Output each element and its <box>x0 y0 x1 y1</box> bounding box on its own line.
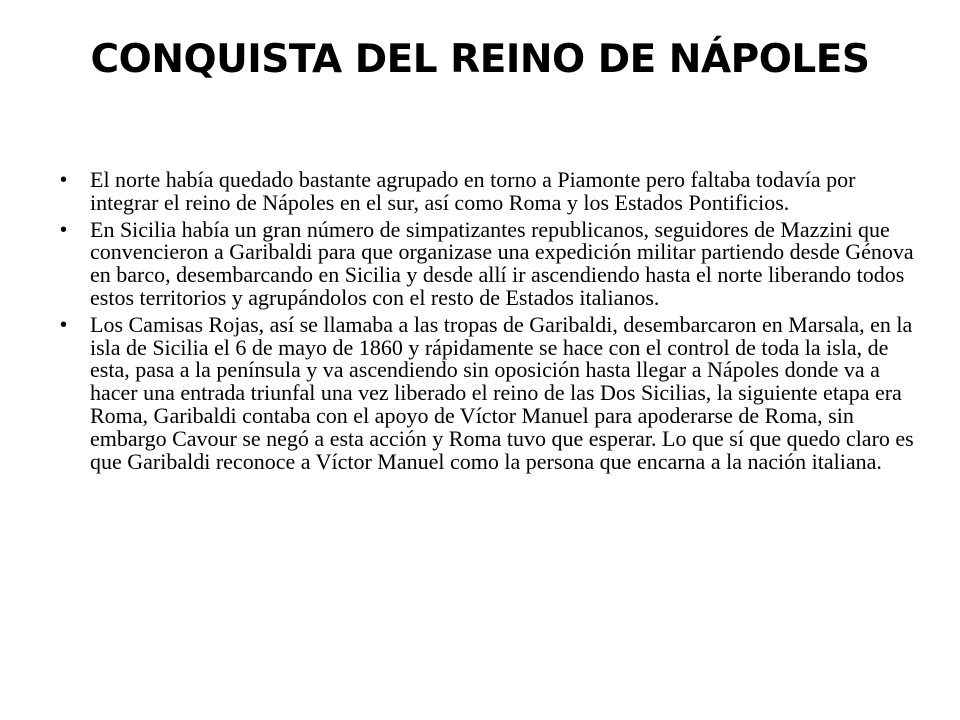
bullet-item <box>60 169 920 215</box>
slide-title: CONQUISTA DEL REINO DE NÁPOLES <box>90 37 870 82</box>
bullet-item <box>60 311 920 474</box>
bullet-text: En Sicilia había un gran número de simpatizantes republicanos, seguidores de Mazzini que convencieron a Garibaldi para que organizase una expedición militar partiendo desde Génova en barco, desembarcando en Sicilia y desde allí ir ascendiendo hasta el norte liberando todos estos territorios y agrupándolos con el resto de Estados italianos. <box>90 216 914 310</box>
bullet-icon: • <box>60 169 68 191</box>
bullet-text: El norte había quedado bastante agrupado en torno a Piamonte pero faltaba todavía por integrar el reino de Nápoles en el sur, así como Roma y los Estados Pontificios. <box>90 167 856 215</box>
bullet-list <box>60 169 920 477</box>
bullet-icon: • <box>60 313 68 336</box>
bullet-item <box>60 216 920 310</box>
bullet-text: Los Camisas Rojas, así se llamaba a las tropas de Garibaldi, desembarcaron en Marsala, en la isla de Sicilia el 6 de mayo de 1860 y rápidamente se hace con el control de toda la isla, de esta, pasa a la península y va ascendiendo sin oposición hasta llegar a Nápoles donde va a hacer una entrada triunfal una vez liberado el reino de las Dos Sicilias, la siguiente etapa era Roma, Garibaldi contaba con el apoyo de Víctor Manuel para apoderarse de Roma, sin embargo Cavour se negó a esta acción y Roma tuvo que esperar. Lo que sí que quedo claro es que Garibaldi reconoce a Víctor Manuel como la persona que encarna a la nación italiana. <box>90 311 914 474</box>
bullet-icon: • <box>60 218 68 241</box>
